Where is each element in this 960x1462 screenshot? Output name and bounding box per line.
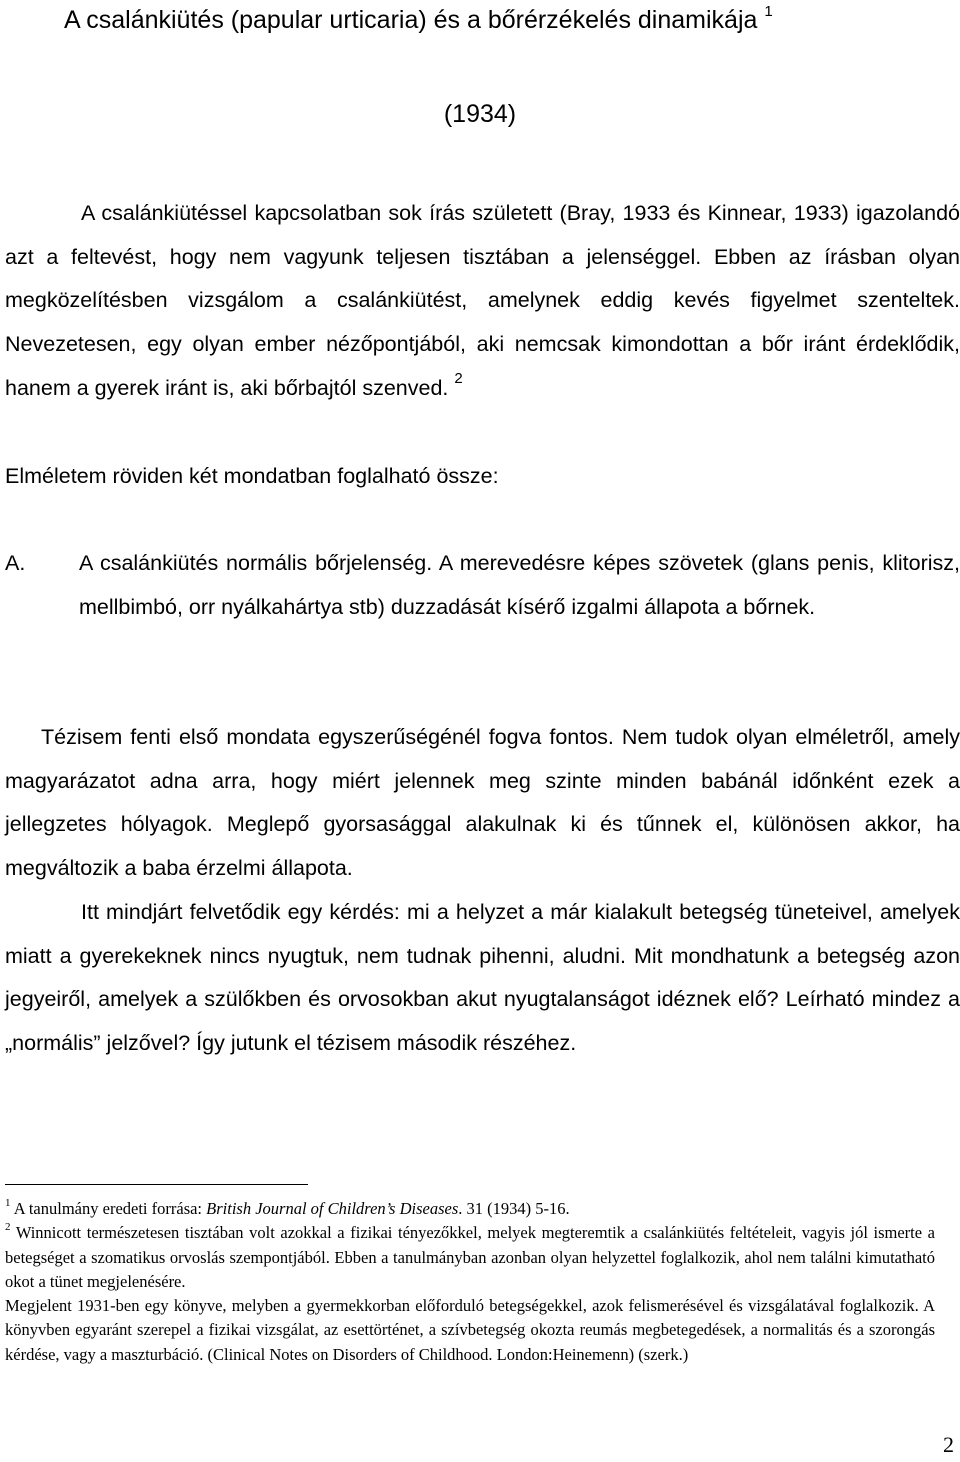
- footnote-1-lead: A tanulmány eredeti forrása:: [13, 1199, 207, 1218]
- footnote-ref-2[interactable]: 2: [454, 369, 463, 387]
- page-number: 2: [943, 1432, 954, 1457]
- footnote-2: [5, 1221, 935, 1294]
- thesis-item-a: [5, 542, 960, 629]
- paragraph-intro: [5, 192, 960, 411]
- footnote-1-journal: British Journal of Children’s Diseases: [206, 1199, 459, 1218]
- thesis-item-a-text: A csalánkiütés normális bőrjelenség. A merevedésre képes szövetek (glans penis, klitorisz, mellbimbó, orr nyálkahártya stb) duzzadását kísérő izgalmi állapota a bőrnek.: [79, 551, 960, 619]
- title-text: A csalánkiütés (papular urticaria) és a bőrérzékelés dinamikája: [64, 6, 758, 34]
- paragraph-question: Itt mindjárt felvetődik egy kérdés: mi a helyzet a már kialakult betegség tüneteivel, amelyek miatt a gyerekeknek nincs nyugtuk, nem tudnak pihenni, aludni. Mit mondhatunk a betegség azon jegyeiről, amelyek a szülőkben és orvosokban akut nyugtalanságot idéznek elő? Leírható mindez a „normális” jelzővel? Így jutunk el tézisem második részéhez.: [5, 900, 960, 1056]
- paragraph-intro-text: A csalánkiütéssel kapcsolatban sok írás született (Bray, 1933 és Kinnear, 1933) igazolandó azt a feltevést, hogy nem vagyunk teljesen tisztában a jelenséggel. Ebben az írásban olyan megközelítésben vizsgálom a csalánkiütést, amelynek eddig kevés figyelmet szenteltek. Nevezetesen, egy olyan ember nézőpontjából, aki nemcsak kimondottan a bőr iránt érdeklődik, hanem a gyerek iránt is, aki bőrbajtól szenved.: [5, 201, 960, 400]
- footnote-2-mark: 2: [5, 1221, 11, 1234]
- publication-year: (1934): [443, 100, 517, 128]
- document-title: [64, 2, 944, 38]
- paragraph-first-sentence: Tézisem fenti első mondata egyszerűségénél fogva fontos. Nem tudok olyan elméletről, amely magyarázatot adna arra, hogy miért jelennek meg szinte minden babánál időnként ezek a jellegzetes hólyagok. Meglepő gyorsasággal alakulnak ki és tűnnek el, különösen akkor, ha megváltozik a baba érzelmi állapota.: [5, 725, 960, 881]
- footnotes: [5, 1197, 935, 1367]
- footnote-2-text: Winnicott természetesen tisztában volt azokkal a fizikai tényezőkkel, melyek megteremtik a csalánkiütés feltételeit, vagyis jól ismerte a betegséget a szomatikus orvoslás szempontjából. Ebben a tanulmányban azonban olyan helyzettel foglalkozik, ahol nem találni kimutatható okot a tünet megjelenésére.: [5, 1223, 935, 1291]
- footnote-1: [5, 1197, 935, 1221]
- footnote-2-continued: Megjelent 1931-ben egy könyve, melyben a gyermekkorban előforduló betegségekkel, azok felismerésével és vizsgálatával foglalkozik. A könyvben egyaránt szerepel a fizikai vizsgálat, az esettörténet, a szívbetegség okozta reumás megbetegedések, a normalitás és a szorongás kérdése, vagy a maszturbáció. (Clinical Notes on Disorders of Childhood. London:Heinemenn) (szerk.): [5, 1296, 935, 1364]
- footnote-divider: [5, 1184, 308, 1185]
- title-footnote-ref[interactable]: 1: [764, 3, 773, 20]
- thesis-item-a-label: A.: [5, 551, 26, 575]
- footnote-1-tail: . 31 (1934) 5-16.: [458, 1199, 570, 1218]
- paragraph-thesis-summary: Elméletem röviden két mondatban foglalható össze:: [5, 464, 499, 488]
- footnote-1-mark: 1: [5, 1197, 11, 1209]
